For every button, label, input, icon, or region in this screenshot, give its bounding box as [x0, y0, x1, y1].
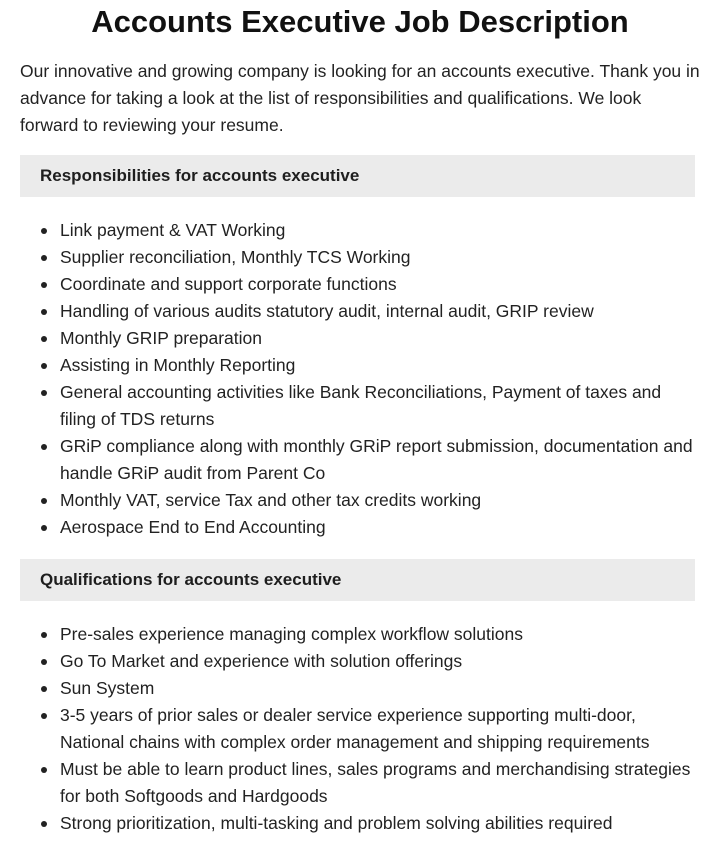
list-item: [20, 325, 695, 352]
list-item-text: Coordinate and support corporate functions: [60, 274, 397, 294]
list-item-text: Must be able to learn product lines, sales programs and merchandising strategies for both Softgoods and Hardgoods: [60, 759, 691, 806]
bullet-icon: [41, 444, 47, 450]
list-item-text: GRiP compliance along with monthly GRiP report submission, documentation and handle GRiP audit from Parent Co: [60, 436, 693, 483]
list-item: [20, 379, 695, 433]
list-item: [20, 675, 695, 702]
list-item-text: Monthly GRIP preparation: [60, 328, 263, 348]
list-item-text: Go To Market and experience with solution offerings: [60, 651, 463, 671]
list-item: [20, 244, 695, 271]
bullet-icon: [41, 713, 47, 719]
responsibilities-heading: Responsibilities for accounts executive: [20, 155, 695, 197]
bullet-icon: [41, 767, 47, 773]
bullet-icon: [41, 228, 47, 234]
list-item-text: Link payment & VAT Working: [60, 220, 286, 240]
bullet-icon: [41, 686, 47, 692]
list-item-text: Sun System: [60, 678, 155, 698]
list-item: [20, 810, 695, 837]
list-item: [20, 271, 695, 298]
list-item: [20, 621, 695, 648]
list-item-text: Supplier reconciliation, Monthly TCS Working: [60, 247, 411, 267]
bullet-icon: [41, 632, 47, 638]
list-item-text: Pre-sales experience managing complex workflow solutions: [60, 624, 523, 644]
list-item-text: 3-5 years of prior sales or dealer service experience supporting multi-door, National chains with complex order management and shipping requirements: [60, 705, 650, 752]
list-item-text: General accounting activities like Bank Reconciliations, Payment of taxes and filing of TDS returns: [60, 382, 662, 429]
bullet-icon: [41, 390, 47, 396]
list-item: [20, 298, 695, 325]
list-item-text: Aerospace End to End Accounting: [60, 517, 326, 537]
qualifications-list: [20, 621, 695, 837]
qualifications-heading: Qualifications for accounts executive: [20, 559, 695, 601]
list-item-text: Monthly VAT, service Tax and other tax credits working: [60, 490, 482, 510]
list-item: [20, 756, 695, 810]
list-item: [20, 217, 695, 244]
bullet-icon: [41, 309, 47, 315]
page-title: Accounts Executive Job Description: [91, 4, 629, 39]
bullet-icon: [41, 336, 47, 342]
intro-paragraph: Our innovative and growing company is looking for an accounts executive. Thank you in advance for taking a look at the list of responsibilities and qualifications. We look forward to reviewing your resume.: [20, 61, 700, 135]
list-item: [20, 487, 695, 514]
list-item-text: Assisting in Monthly Reporting: [60, 355, 296, 375]
list-item: [20, 702, 695, 756]
list-item: [20, 352, 695, 379]
list-item-text: Strong prioritization, multi-tasking and problem solving abilities required: [60, 813, 613, 833]
bullet-icon: [41, 525, 47, 531]
list-item: [20, 648, 695, 675]
bullet-icon: [41, 255, 47, 261]
bullet-icon: [41, 659, 47, 665]
bullet-icon: [41, 282, 47, 288]
list-item: [20, 514, 695, 541]
responsibilities-list: [20, 217, 695, 541]
bullet-icon: [41, 498, 47, 504]
bullet-icon: [41, 821, 47, 827]
list-item-text: Handling of various audits statutory audit, internal audit, GRIP review: [60, 301, 594, 321]
list-item: [20, 433, 695, 487]
bullet-icon: [41, 363, 47, 369]
